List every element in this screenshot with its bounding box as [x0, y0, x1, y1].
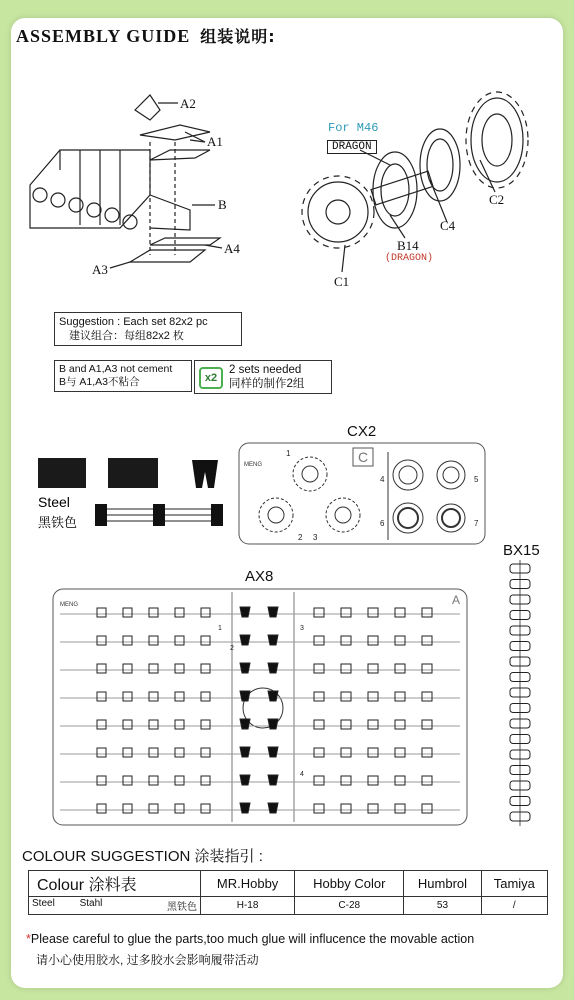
- paint-table: [28, 870, 548, 915]
- sets-text-cn: 同样的制作2组: [229, 378, 305, 390]
- cement-text-en: B and A1,A3 not cement: [59, 363, 173, 375]
- track-link-part-icon: [190, 458, 220, 492]
- sprue-c-num-1: 1: [286, 449, 291, 458]
- sprue-a-num-3: 3: [300, 625, 304, 632]
- sprue-c-num-4: 4: [380, 475, 385, 484]
- label-a1: A1: [207, 134, 223, 149]
- label-for-m46: For M46: [328, 121, 379, 135]
- ring-c4-drawing: [420, 129, 460, 201]
- header-humbrol: Humbrol: [404, 871, 481, 897]
- sprue-c-num-6: 6: [380, 519, 385, 528]
- sprue-a-num-1: 1: [218, 625, 222, 632]
- sprue-a-num-4: 4: [300, 771, 304, 778]
- sprue-c-title: CX2: [347, 423, 377, 440]
- steel-label: Steel: [38, 494, 70, 510]
- sprue-a-num-2: 2: [230, 645, 234, 652]
- colour-section-title: COLOUR SUGGESTION 涂装指引 :: [22, 848, 263, 865]
- hobby-color-cell: C-28: [295, 897, 404, 915]
- suggestion-box: [54, 312, 242, 346]
- sprue-a-drawing: [52, 588, 470, 828]
- paint-table-header: [29, 871, 548, 897]
- tamiya-cell: /: [481, 897, 547, 915]
- warning-note: [26, 932, 474, 946]
- sprue-b-drawing: [500, 558, 540, 828]
- steel-swatch-1: [38, 458, 86, 488]
- label-a4: A4: [224, 241, 240, 256]
- sprue-c-num-3: 3: [313, 533, 318, 542]
- svg-text:MENG: MENG: [60, 602, 78, 608]
- label-a2: A2: [180, 96, 196, 111]
- label-c4: C4: [440, 218, 456, 233]
- label-b14: B14: [397, 238, 419, 253]
- sprue-b-title: BX15: [503, 542, 540, 559]
- header-colour: Colour 涂料表: [29, 871, 201, 897]
- table-row: [29, 897, 548, 915]
- sprocket-assembly-diagram: [0, 0, 574, 300]
- x2-badge: x2: [199, 367, 223, 389]
- warning-text-cn: 请小心使用胶水, 过多胶水会影响履带活动: [36, 953, 259, 967]
- label-c2: C2: [489, 192, 505, 207]
- sprue-c-num-2: 2: [298, 533, 303, 542]
- colour-cn: 黑铁色: [167, 902, 197, 913]
- sets-text-en: 2 sets needed: [229, 364, 302, 376]
- sprue-c-letter: C: [358, 449, 369, 465]
- sprocket-c2-drawing: [466, 92, 528, 188]
- sprue-a-letter: A: [452, 593, 461, 607]
- sprue-c-drawing: [238, 442, 488, 547]
- mrhobby-cell: H-18: [201, 897, 295, 915]
- steel-track-pin-drawing: [95, 500, 225, 530]
- sprue-c-num-7: 7: [474, 519, 479, 528]
- svg-text:MENG: MENG: [244, 462, 262, 468]
- sprocket-c1-drawing: [302, 176, 374, 248]
- header-tamiya: Tamiya: [481, 871, 547, 897]
- steel-label-cn: 黑铁色: [38, 515, 78, 530]
- title-cn: 组装说明:: [200, 27, 276, 46]
- label-dragon-boxed: DRAGON: [327, 140, 377, 154]
- sprue-c-num-5: 5: [474, 475, 479, 484]
- warning-text-en: Please careful to glue the parts,too much glue will influcence the movable action: [30, 932, 475, 946]
- sets-box: [194, 360, 332, 394]
- cement-box: [54, 360, 192, 392]
- colour-de: Stahl: [79, 898, 103, 909]
- colour-en: Steel: [32, 898, 55, 909]
- label-b: B: [218, 197, 227, 212]
- suggestion-text-en: Suggestion : Each set 82x2 pc: [59, 316, 208, 328]
- label-a3: A3: [92, 262, 108, 277]
- title-en: ASSEMBLY GUIDE: [16, 26, 191, 46]
- humbrol-cell: 53: [404, 897, 481, 915]
- sprue-a-title: AX8: [245, 568, 274, 585]
- header-hobby-color: Hobby Color: [295, 871, 404, 897]
- label-c1: C1: [334, 274, 350, 289]
- label-b14-dragon: (DRAGON): [385, 253, 434, 264]
- cement-text-cn: B与 A1,A3不粘合: [59, 376, 140, 388]
- header-mrhobby: MR.Hobby: [201, 871, 295, 897]
- warning-star-icon: *: [26, 932, 31, 946]
- colour-name-cell: [29, 897, 201, 915]
- suggestion-text-cn: 建议组合：每组82x2 枚: [69, 330, 184, 342]
- steel-swatch-2: [108, 458, 158, 488]
